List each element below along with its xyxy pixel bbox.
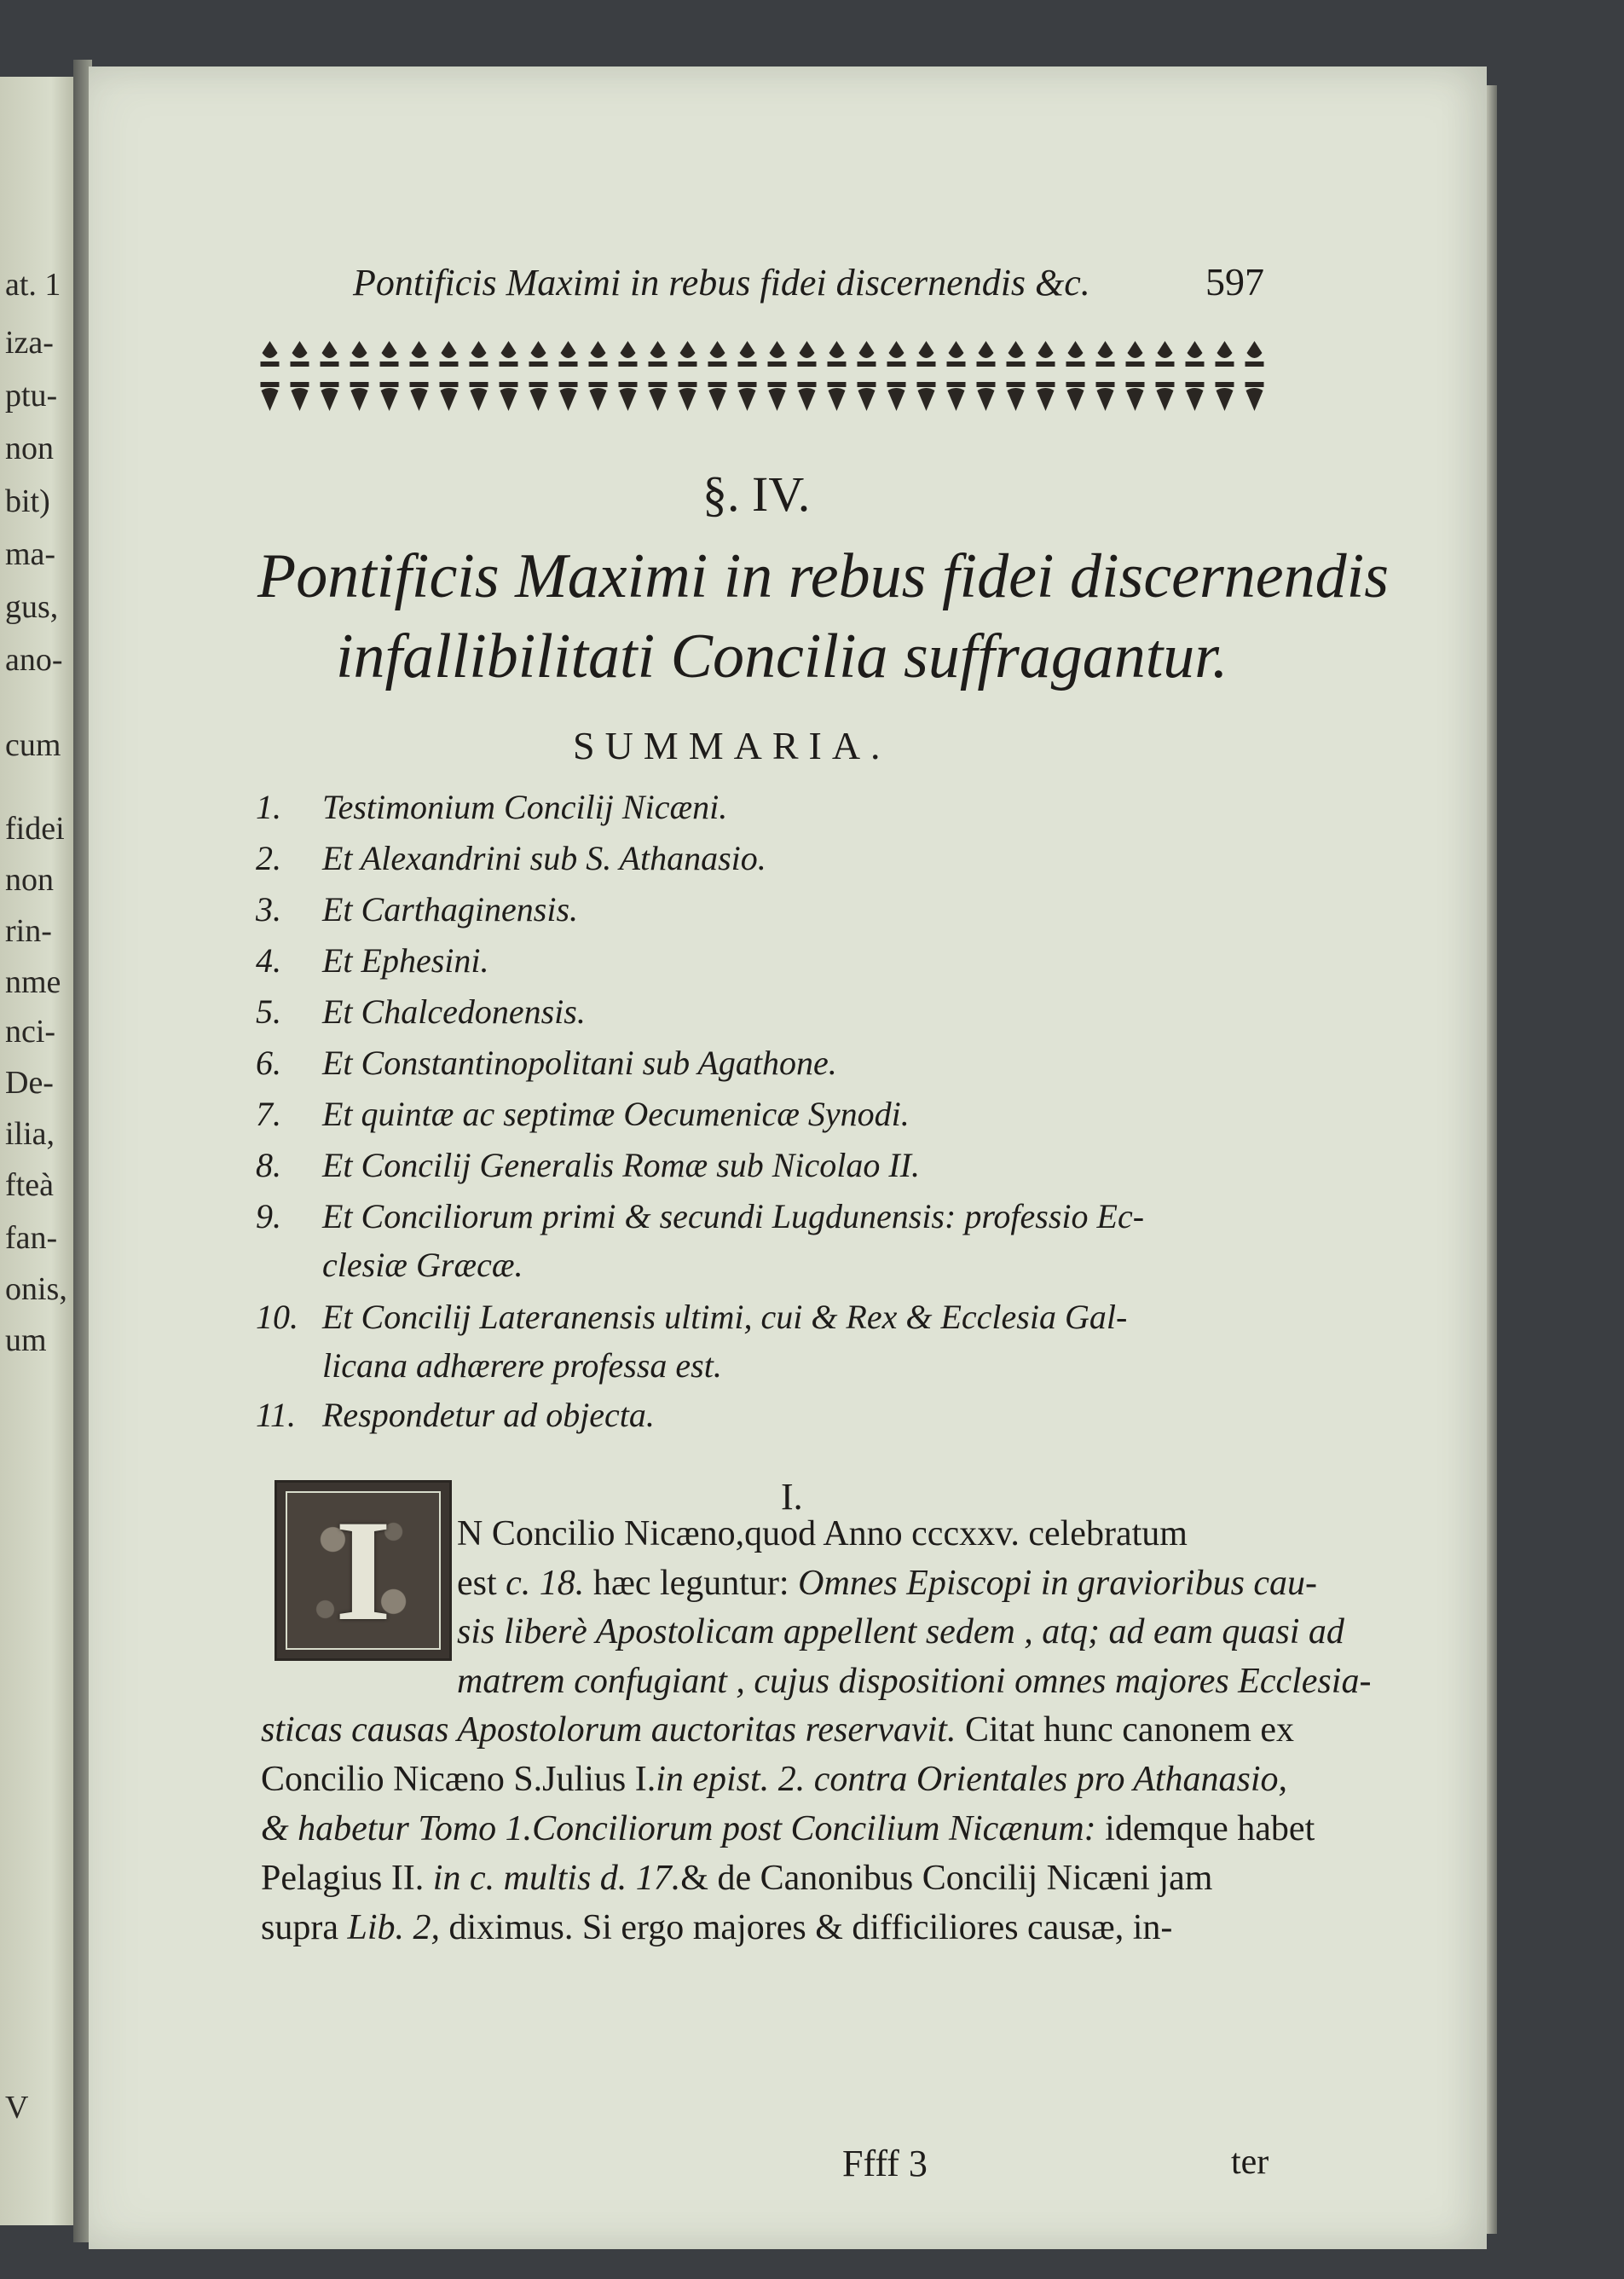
summary-item-text: Et Ephesini. — [322, 941, 489, 980]
body-citation: Lib. 2, — [347, 1908, 441, 1947]
fleuron-icon — [1216, 341, 1234, 367]
summary-item-number: 11. — [256, 1396, 297, 1434]
body-line — [261, 1907, 1172, 1948]
fleuron-icon — [887, 382, 906, 411]
body-citation: in epist. 2. contra Orientales pro Athanasio, — [656, 1760, 1288, 1799]
fleuron-icon — [529, 382, 548, 411]
fleuron-icon — [977, 382, 996, 411]
section-title-line-1: Pontificis Maximi in rebus fidei discernendis — [257, 541, 1390, 611]
fleuron-icon — [1186, 341, 1205, 367]
body-text: Citat hunc canonem ex — [956, 1710, 1295, 1750]
summary-item-text: Et Carthaginensis. — [322, 890, 579, 928]
fleuron-icon — [470, 341, 488, 367]
section-title-line-2: infallibilitati Concilia suffragantur. — [336, 622, 1228, 691]
left-fragment: non — [5, 862, 54, 898]
fleuron-icon — [1126, 382, 1145, 411]
left-fragment: cum — [5, 727, 61, 763]
fleuron-ornament-band — [255, 338, 1269, 416]
fleuron-icon — [947, 382, 966, 411]
fleuron-icon — [947, 341, 966, 367]
summary-item — [256, 1297, 1127, 1337]
fleuron-icon — [470, 382, 488, 411]
fleuron-icon — [440, 382, 459, 411]
summary-item-text: Testimonium Concilij Nicæni. — [322, 788, 728, 826]
fleuron-icon — [798, 382, 817, 411]
left-fragment: gus, — [5, 589, 59, 625]
fleuron-icon — [858, 382, 876, 411]
fleuron-icon — [440, 341, 459, 367]
left-fragment: fan- — [5, 1220, 58, 1256]
summary-item-text: Et Conciliorum primi & secundi Lugdunensis: professio Ec- — [322, 1197, 1145, 1235]
fleuron-icon — [559, 382, 578, 411]
fleuron-icon — [977, 341, 996, 367]
fleuron-icon — [828, 382, 847, 411]
summary-item — [256, 1196, 1144, 1236]
summary-item-number: 2. — [256, 839, 281, 877]
summary-item-number: 3. — [256, 890, 281, 928]
fleuron-icon — [321, 382, 339, 411]
fleuron-icon — [619, 341, 638, 367]
summary-item — [256, 1395, 655, 1435]
body-citation: in c. multis d. 17. — [432, 1859, 681, 1898]
section-mark: §. IV. — [702, 466, 811, 522]
fleuron-icon — [380, 382, 399, 411]
body-line — [457, 1563, 1317, 1604]
body-line — [261, 1759, 1287, 1800]
fleuron-icon — [291, 382, 309, 411]
left-fragment: iza- — [5, 325, 54, 361]
fleuron-icon — [529, 341, 548, 367]
fleuron-icon — [1156, 382, 1175, 411]
summary-item-number: 5. — [256, 992, 281, 1031]
fleuron-icon — [1156, 341, 1175, 367]
fleuron-icon — [291, 341, 309, 367]
fleuron-icon — [1066, 341, 1085, 367]
fleuron-icon — [559, 341, 578, 367]
left-fragment: non — [5, 431, 54, 466]
body-line — [261, 1808, 1315, 1849]
fleuron-icon — [589, 341, 608, 367]
fleuron-icon — [858, 341, 876, 367]
fleuron-icon — [1037, 382, 1055, 411]
body-line — [261, 1858, 1212, 1899]
body-line — [457, 1611, 1344, 1652]
left-fragment: nme — [5, 964, 61, 1000]
summary-item-text: Et Chalcedonensis. — [322, 992, 586, 1031]
fleuron-icon — [500, 341, 518, 367]
body-text: idemque habet — [1095, 1809, 1315, 1848]
fleuron-icon — [500, 382, 518, 411]
fleuron-icon — [321, 341, 339, 367]
left-page-fragment — [0, 77, 73, 2225]
body-text: Pelagius II. — [261, 1859, 433, 1898]
body-citation: & habetur Tomo 1.Conciliorum post Concilium Nicænum: — [261, 1809, 1096, 1848]
left-fragment: onis, — [5, 1271, 67, 1307]
body-quote: Omnes Episcopi in gravioribus cau- — [798, 1564, 1318, 1603]
fleuron-icon — [917, 341, 936, 367]
body-text: supra — [261, 1908, 348, 1947]
summary-item-number: 1. — [256, 788, 281, 826]
fleuron-icon — [1037, 341, 1055, 367]
fleuron-icon — [828, 341, 847, 367]
summary-item-text: Et Constantinopolitani sub Agathone. — [322, 1044, 837, 1082]
summary-item — [256, 940, 489, 980]
body-line — [261, 1709, 1294, 1750]
left-fragment: ilia, — [5, 1116, 55, 1152]
body-text: diximus. Si ergo majores & difficiliores causæ, in- — [440, 1908, 1173, 1947]
fleuron-icon — [1216, 382, 1234, 411]
fleuron-icon — [679, 341, 697, 367]
fleuron-icon — [649, 341, 668, 367]
fleuron-icon — [619, 382, 638, 411]
fleuron-icon — [738, 341, 757, 367]
summary-item — [256, 787, 727, 827]
summary-item-number: 9. — [256, 1197, 281, 1235]
page-number: 597 — [1205, 260, 1264, 304]
fleuron-icon — [1126, 341, 1145, 367]
summary-item — [256, 889, 578, 929]
body-text: & de Canonibus Concilij Nicæni jam — [680, 1859, 1213, 1898]
summary-item-number: 6. — [256, 1044, 281, 1082]
fleuron-icon — [917, 382, 936, 411]
fleuron-icon — [738, 382, 757, 411]
left-fragment: De- — [5, 1065, 54, 1101]
fleuron-icon — [887, 341, 906, 367]
fleuron-icon — [1245, 341, 1264, 367]
left-fragment: fidei — [5, 811, 65, 847]
body-citation: c. 18. — [506, 1564, 585, 1603]
body-quote: sis liberè Apostolicam appellent sedem , atq; ad eam quasi ad — [457, 1612, 1344, 1651]
summary-item-text: Et quintæ ac septimæ Oecumenicæ Synodi. — [322, 1095, 910, 1133]
summary-item-number: 4. — [256, 941, 281, 980]
summary-item — [256, 838, 766, 878]
body-quote: matrem confugiant , cujus dispositioni omnes majores Ecclesia- — [457, 1662, 1372, 1701]
body-line — [457, 1661, 1371, 1702]
summary-item — [256, 1043, 837, 1083]
summary-item-text: Et Concilij Lateranensis ultimi, cui & Rex & Ecclesia Gal- — [322, 1298, 1128, 1336]
summary-item — [256, 1094, 910, 1134]
left-fragment: rin- — [5, 913, 52, 949]
left-fragment: bit) — [5, 483, 50, 519]
body-quote: sticas causas Apostolorum auctoritas reservavit. — [261, 1710, 956, 1750]
left-fragment: at. 1 — [5, 267, 61, 303]
fleuron-icon — [350, 341, 369, 367]
body-line — [457, 1513, 1188, 1554]
left-fragment: V — [5, 2090, 29, 2126]
initial-letter: I — [334, 1489, 392, 1651]
fleuron-icon — [1007, 341, 1026, 367]
fleuron-icon — [410, 382, 429, 411]
fleuron-icon — [1245, 382, 1264, 411]
fleuron-icon — [679, 382, 697, 411]
fleuron-icon — [380, 341, 399, 367]
body-text: hæc leguntur: — [584, 1564, 799, 1603]
fleuron-icon — [768, 341, 787, 367]
summary-item-text: Et Concilij Generalis Romæ sub Nicolao II. — [322, 1146, 921, 1184]
body-text: Concilio Nicæno S.Julius I. — [261, 1760, 656, 1799]
fleuron-icon — [708, 341, 727, 367]
fleuron-icon — [261, 341, 280, 367]
fleuron-icon — [1186, 382, 1205, 411]
left-fragment: ano- — [5, 642, 63, 678]
summary-item-text: Et Alexandrini sub S. Athanasio. — [322, 839, 766, 877]
page — [89, 67, 1487, 2249]
catchword: ter — [1231, 2143, 1269, 2182]
fleuron-icon — [410, 341, 429, 367]
fleuron-icon — [1007, 382, 1026, 411]
fleuron-icon — [589, 382, 608, 411]
decorated-initial — [275, 1480, 452, 1661]
left-fragment: ma- — [5, 536, 56, 572]
summary-item-continuation: clesiæ Græcæ. — [322, 1246, 523, 1284]
chapter-number: I. — [781, 1476, 803, 1518]
page-edge — [1487, 85, 1497, 2234]
body-text: est — [457, 1564, 506, 1603]
summaria-heading: SUMMARIA. — [573, 724, 891, 767]
fleuron-icon — [768, 382, 787, 411]
left-fragment: nci- — [5, 1014, 56, 1050]
summary-item — [256, 992, 586, 1032]
fleuron-icon — [261, 382, 280, 411]
summary-item-text: Respondetur ad objecta. — [322, 1396, 655, 1434]
fleuron-icon — [708, 382, 727, 411]
summary-item — [256, 1145, 920, 1185]
signature-mark: Ffff 3 — [842, 2143, 928, 2184]
body-text: N Concilio Nicæno,quod Anno cccxxv. celebratum — [457, 1514, 1188, 1553]
summary-item-number: 8. — [256, 1146, 281, 1184]
fleuron-icon — [649, 382, 668, 411]
summary-item-number: 10. — [256, 1298, 298, 1336]
fleuron-icon — [350, 382, 369, 411]
fleuron-icon — [798, 341, 817, 367]
running-header: Pontificis Maximi in rebus fidei discernendis &c. — [353, 262, 1090, 304]
left-fragment: fteà — [5, 1167, 54, 1203]
fleuron-icon — [1066, 382, 1085, 411]
summary-item-continuation: licana adhærere professa est. — [322, 1346, 722, 1385]
left-fragment: um — [5, 1322, 47, 1358]
summary-item-number: 7. — [256, 1095, 281, 1133]
left-fragment: ptu- — [5, 378, 58, 414]
fleuron-icon — [1096, 382, 1115, 411]
fleuron-icon — [1096, 341, 1115, 367]
